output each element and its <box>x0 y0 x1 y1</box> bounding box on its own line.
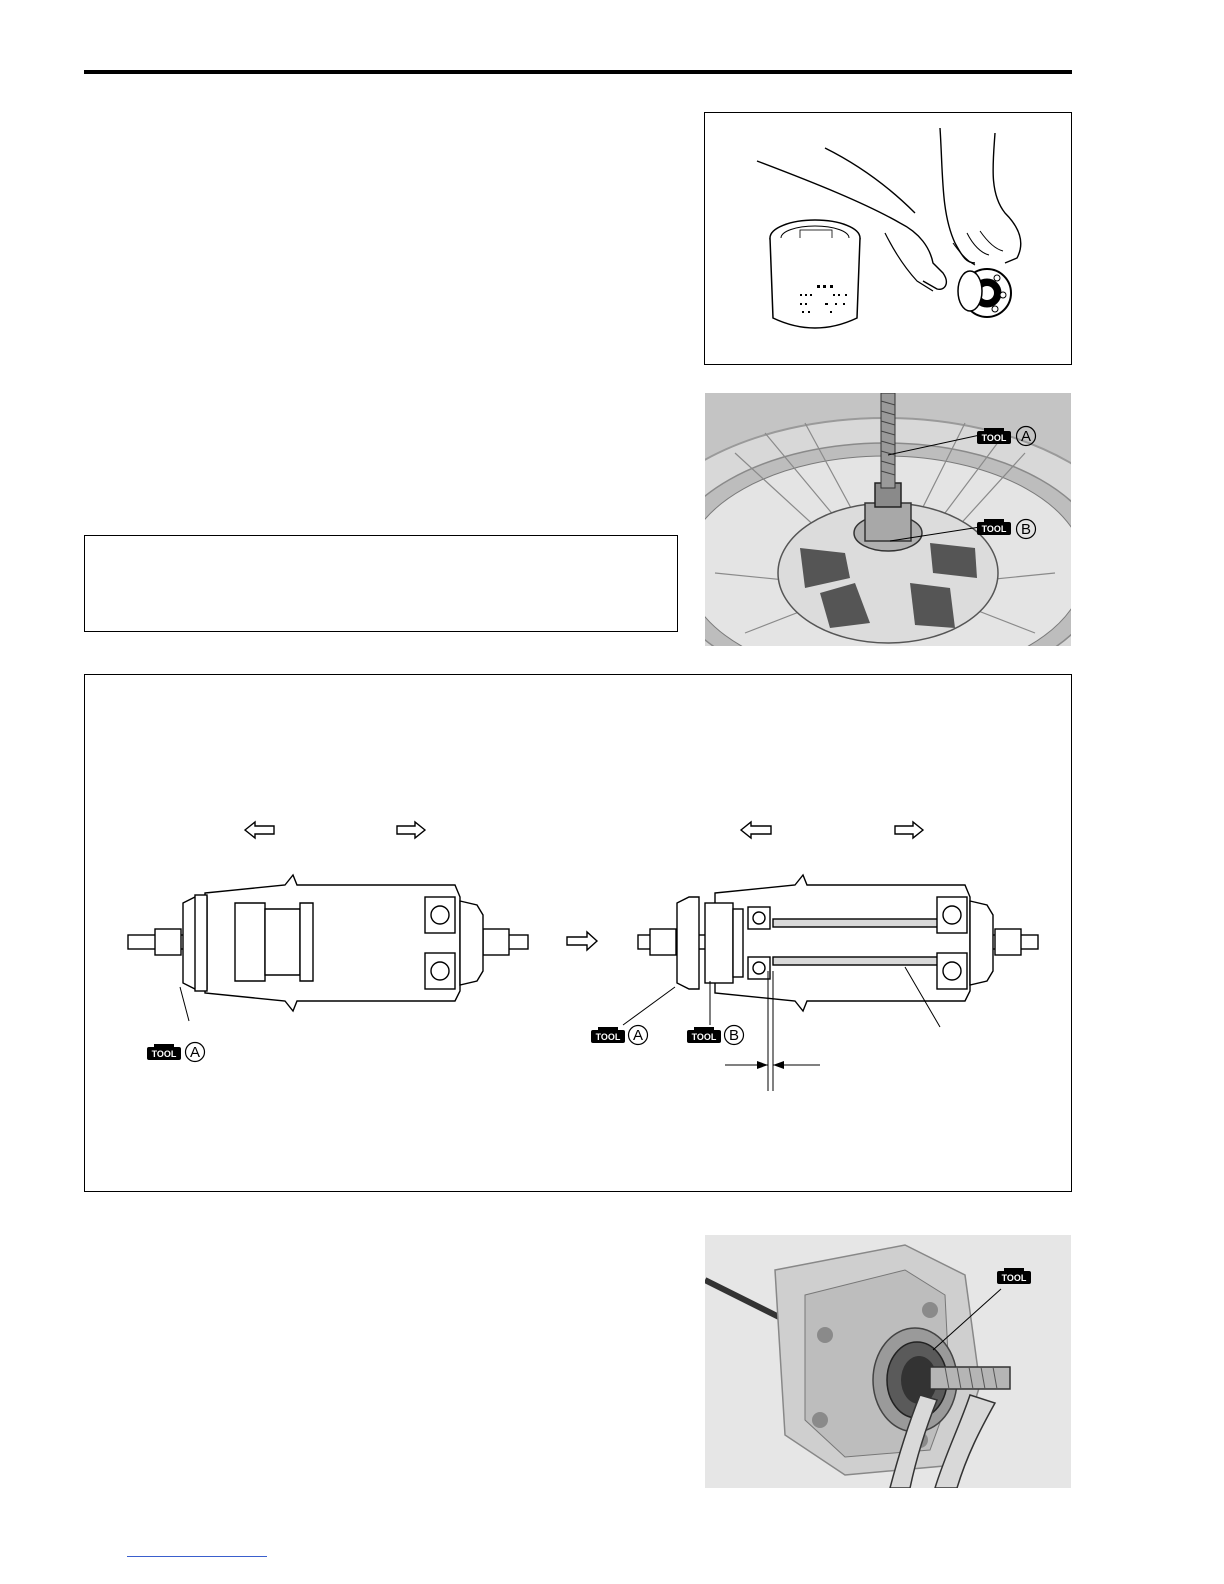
tool-a-label <box>627 1024 649 1051</box>
svg-text:TOOL: TOOL <box>691 1032 717 1042</box>
bearing-installation-drawing <box>85 675 1072 1192</box>
tool-icon <box>976 518 1012 541</box>
tool-icon <box>590 1026 626 1049</box>
svg-text:B: B <box>1020 521 1032 538</box>
hub-bearing-installer-photo <box>705 1235 1071 1488</box>
tool-icon <box>976 427 1012 450</box>
tool-icon <box>146 1043 182 1066</box>
tool-a-label <box>1015 425 1037 452</box>
grease-bearing-illustration <box>704 112 1072 365</box>
wheel-hub-photo <box>705 393 1071 646</box>
svg-text:A: A <box>632 1027 644 1044</box>
hollow-left-arrow-icon <box>245 822 274 838</box>
svg-text:A: A <box>1020 428 1032 445</box>
grease-bearing-drawing <box>705 113 1072 365</box>
tool-a-label <box>184 1041 206 1068</box>
footer-link-underline[interactable] <box>127 1556 267 1557</box>
svg-text:TOOL: TOOL <box>151 1049 177 1059</box>
tool-b-label <box>1015 518 1037 545</box>
tool-b-label <box>723 1024 745 1051</box>
tool-icon <box>996 1267 1032 1290</box>
bearing-installation-diagram <box>84 674 1072 1192</box>
hollow-left-arrow-icon <box>741 822 771 838</box>
note-box <box>84 535 678 632</box>
svg-text:TOOL: TOOL <box>981 524 1007 534</box>
tool-icon <box>686 1026 722 1049</box>
svg-text:TOOL: TOOL <box>1001 1273 1027 1283</box>
svg-text:TOOL: TOOL <box>981 433 1007 443</box>
header-rule <box>84 70 1072 74</box>
svg-text:A: A <box>189 1044 201 1061</box>
svg-text:TOOL: TOOL <box>595 1032 621 1042</box>
hollow-right-arrow-icon <box>397 822 425 838</box>
hollow-right-arrow-icon <box>895 822 923 838</box>
hollow-right-arrow-icon <box>567 932 597 950</box>
svg-text:B: B <box>728 1027 740 1044</box>
